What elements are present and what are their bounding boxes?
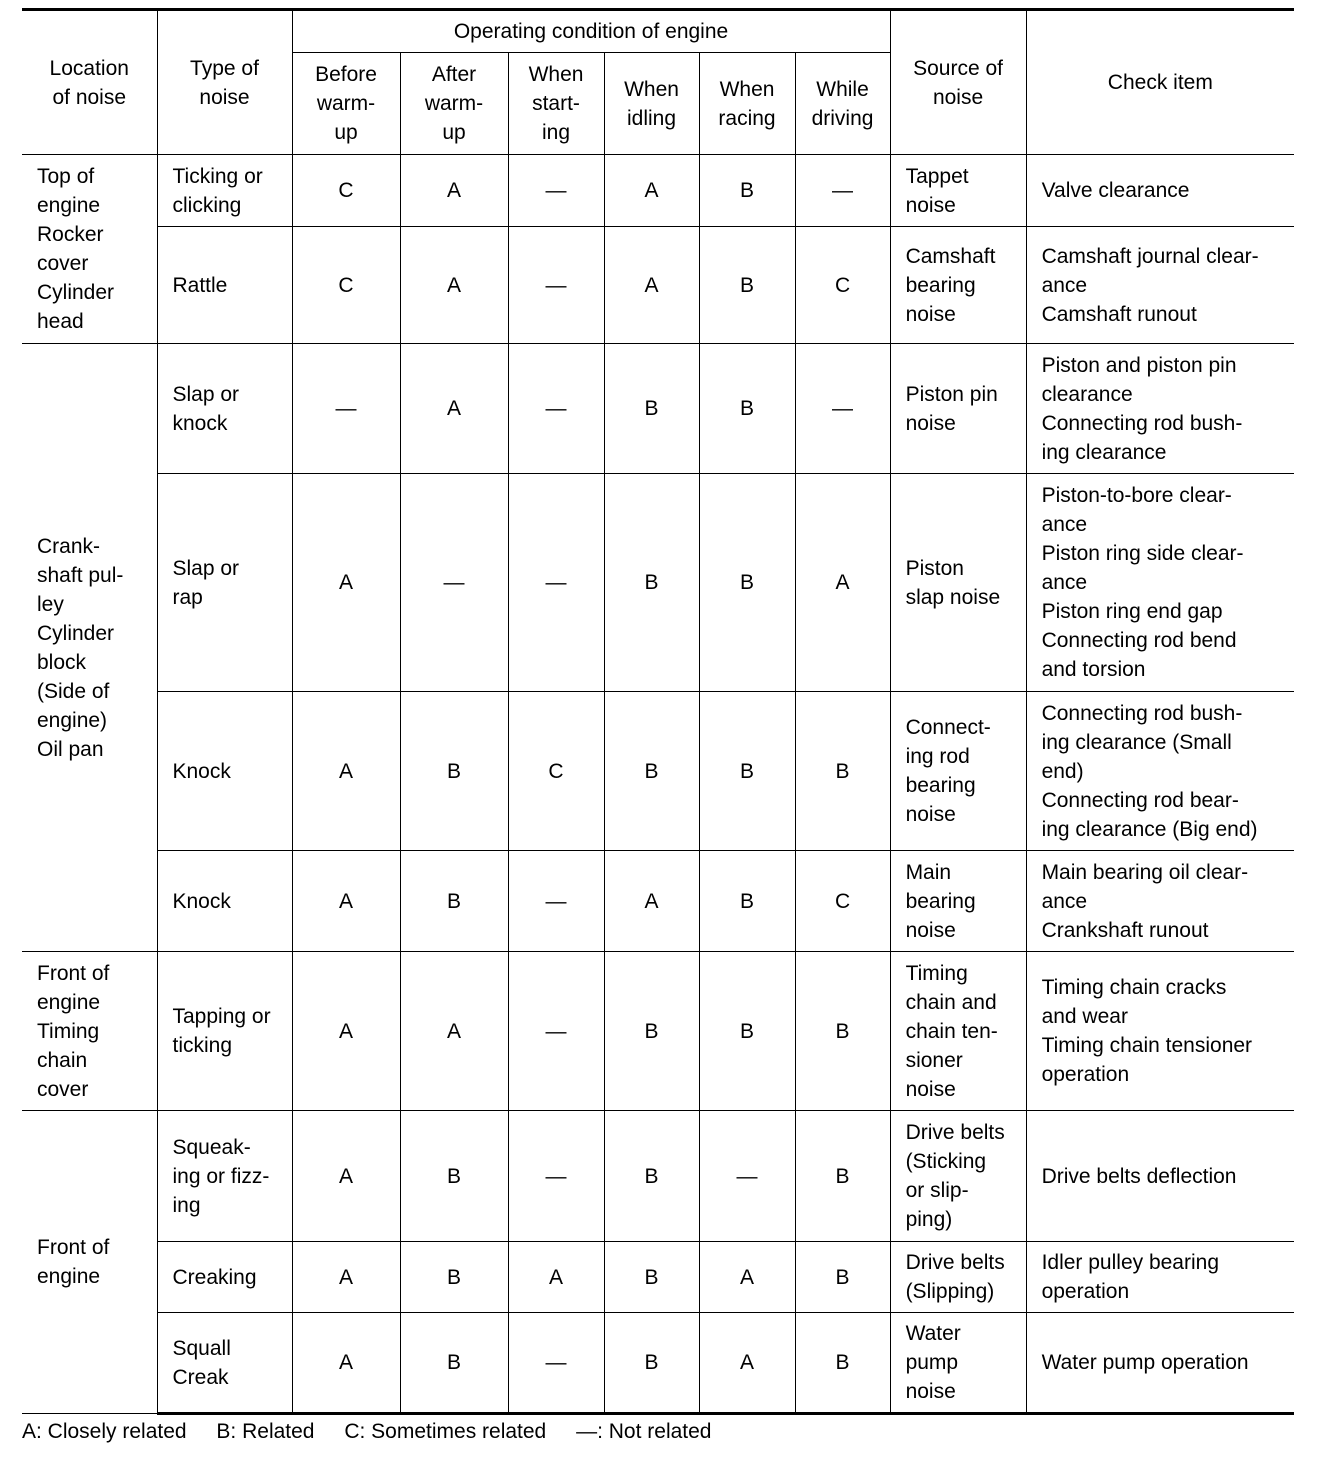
text-line: Knock: [172, 759, 231, 783]
text-line: noise: [905, 918, 956, 942]
condition-cell: B: [400, 692, 508, 851]
condition-cell: A: [400, 344, 508, 474]
condition-cell: B: [699, 851, 795, 952]
text-line: Squall: [172, 1336, 231, 1360]
check-item-cell: [1026, 344, 1294, 474]
text-line: Piston pin: [905, 382, 998, 406]
text-line: Squeak-: [172, 1135, 251, 1159]
location-cell: [22, 344, 157, 952]
text-line: ticking: [172, 1034, 233, 1057]
text-line: Connecting rod bend: [1041, 629, 1237, 652]
condition-cell: B: [699, 155, 795, 227]
text-line: Rocker: [37, 223, 104, 246]
text-line: Connecting rod bush-: [1041, 411, 1243, 435]
text-line: engine): [37, 708, 108, 732]
text-line: When: [719, 77, 775, 101]
text-line: noise: [905, 803, 956, 826]
condition-cell: A: [508, 1242, 604, 1313]
noise-source-cell: [890, 851, 1026, 952]
text-line: (Sticking: [905, 1150, 987, 1173]
text-line: ing clearance (Big end): [1041, 817, 1258, 841]
text-line: Camshaft runout: [1041, 302, 1197, 326]
text-line: Top of: [37, 165, 95, 188]
text-line: noise: [905, 193, 956, 217]
text-line: Cylinder: [37, 621, 115, 645]
text-line: up: [334, 121, 358, 144]
text-line: and wear: [1041, 1005, 1128, 1028]
text-line: Piston: [905, 556, 964, 580]
text-line: clicking: [172, 193, 242, 217]
condition-cell: A: [604, 155, 699, 227]
text-line: chain ten-: [905, 1019, 998, 1043]
noise-source-cell: [890, 155, 1026, 227]
condition-cell: B: [604, 1313, 699, 1414]
text-line: ing clearance: [1041, 440, 1167, 464]
text-line: engine: [37, 1265, 101, 1288]
text-line: Tappet: [905, 164, 969, 188]
noise-source-cell: [890, 227, 1026, 344]
check-item-cell: [1026, 227, 1294, 344]
condition-cell: —: [795, 344, 890, 474]
text-line: Piston ring side clear-: [1041, 542, 1244, 565]
text-line: engine: [37, 194, 101, 217]
text-line: operation: [1041, 1280, 1130, 1303]
condition-cell: C: [795, 227, 890, 344]
noise-type-cell: [157, 692, 292, 851]
noise-source-cell: [890, 692, 1026, 851]
text-line: ance: [1041, 889, 1088, 913]
text-line: ing rod: [905, 745, 970, 768]
text-line: (Slipping): [905, 1280, 995, 1303]
condition-cell: B: [699, 692, 795, 851]
text-line: noise: [905, 1380, 956, 1403]
text-line: cover: [37, 252, 89, 275]
text-line: Connecting rod bear-: [1041, 788, 1239, 812]
legend-item: A: Closely related: [22, 1420, 187, 1443]
check-item-cell: [1026, 155, 1294, 227]
text-line: ping): [905, 1208, 953, 1231]
text-line: and torsion: [1041, 658, 1146, 681]
legend-item: C: Sometimes related: [344, 1420, 547, 1443]
text-line: Water pump operation: [1041, 1351, 1249, 1374]
condition-cell: B: [795, 1242, 890, 1313]
condition-cell: A: [292, 952, 400, 1111]
text-line: up: [442, 121, 466, 144]
table-row: [22, 1313, 1294, 1414]
noise-type-cell: [157, 1242, 292, 1313]
condition-cell: B: [795, 1313, 890, 1414]
text-line: shaft pul-: [37, 563, 124, 587]
text-line: Oil pan: [37, 737, 104, 761]
condition-cell: B: [604, 1111, 699, 1242]
text-line: ing or fizz-: [172, 1164, 270, 1188]
condition-cell: C: [508, 692, 604, 851]
text-line: Camshaft: [905, 244, 996, 268]
table-row: [22, 227, 1294, 344]
noise-source-cell: [890, 1111, 1026, 1242]
text-line: Connecting rod bush-: [1041, 701, 1243, 725]
text-line: operation: [1041, 1063, 1130, 1086]
header-operating-condition: Operating condition of engine: [292, 10, 890, 53]
table-row: [22, 692, 1294, 851]
text-line: Main bearing oil clear-: [1041, 860, 1249, 884]
condition-cell: A: [400, 155, 508, 227]
condition-cell: —: [508, 952, 604, 1111]
condition-cell: A: [292, 1111, 400, 1242]
condition-cell: A: [400, 952, 508, 1111]
text-line: chain and: [905, 990, 997, 1014]
condition-cell: C: [292, 227, 400, 344]
text-line: ing: [172, 1193, 201, 1217]
text-line: noise: [932, 85, 984, 109]
condition-cell: —: [795, 155, 890, 227]
condition-cell: B: [699, 952, 795, 1111]
check-item-cell: [1026, 1313, 1294, 1414]
noise-source-cell: [890, 474, 1026, 692]
text-line: racing: [718, 106, 776, 130]
condition-cell: B: [699, 227, 795, 344]
table-body: [22, 155, 1294, 1414]
text-line: Camshaft journal clear-: [1041, 244, 1259, 268]
header-condition: [699, 53, 795, 155]
text-line: Rattle: [172, 273, 228, 297]
text-line: rap: [172, 585, 203, 609]
text-line: slap noise: [905, 585, 1001, 609]
text-line: noise: [905, 302, 956, 326]
text-line: Idler pulley bearing: [1041, 1251, 1220, 1274]
noise-type-cell: [157, 155, 292, 227]
text-line: Source of: [913, 56, 1003, 80]
text-line: Piston and piston pin: [1041, 353, 1237, 377]
noise-type-cell: [157, 1111, 292, 1242]
condition-cell: A: [292, 692, 400, 851]
header-check-item: [1026, 10, 1294, 155]
table-row: [22, 474, 1294, 692]
text-line: When: [624, 77, 679, 101]
noise-source-cell: [890, 1313, 1026, 1414]
legend-item: —: Not related: [576, 1420, 712, 1443]
engine-noise-table: [22, 8, 1294, 1415]
check-item-cell: [1026, 474, 1294, 692]
text-line: Slap or: [172, 382, 240, 406]
check-item-cell: [1026, 851, 1294, 952]
text-line: ance: [1041, 273, 1088, 297]
condition-cell: B: [604, 344, 699, 474]
text-line: idling: [626, 106, 677, 130]
text-line: Location: [49, 56, 129, 80]
condition-cell: B: [604, 952, 699, 1111]
text-line: block: [37, 650, 87, 674]
header-condition: [604, 53, 699, 155]
condition-cell: B: [400, 851, 508, 952]
condition-cell: C: [795, 851, 890, 952]
text-line: Water: [905, 1322, 961, 1345]
condition-cell: —: [508, 1111, 604, 1242]
condition-cell: A: [292, 1242, 400, 1313]
text-line: Front of: [37, 961, 110, 985]
condition-cell: B: [604, 474, 699, 692]
header-type: [157, 10, 292, 155]
condition-cell: —: [508, 474, 604, 692]
text-line: bearing: [905, 889, 976, 913]
table-row: [22, 1111, 1294, 1242]
text-line: ing clearance (Small: [1041, 730, 1232, 754]
condition-cell: A: [400, 227, 508, 344]
text-line: sioner: [905, 1048, 963, 1072]
text-line: warm-: [424, 92, 484, 115]
condition-cell: A: [604, 851, 699, 952]
table-row: [22, 155, 1294, 227]
text-line: ley: [37, 592, 64, 616]
text-line: Creak: [172, 1365, 229, 1389]
text-line: Crankshaft runout: [1041, 918, 1209, 942]
header-source: [890, 10, 1026, 155]
text-line: Crank-: [37, 534, 101, 558]
noise-type-cell: [157, 1313, 292, 1414]
condition-cell: —: [508, 344, 604, 474]
condition-cell: B: [604, 692, 699, 851]
table-row: [22, 851, 1294, 952]
text-line: head: [37, 310, 84, 333]
text-line: knock: [172, 411, 228, 435]
condition-cell: —: [292, 344, 400, 474]
condition-cell: —: [699, 1111, 795, 1242]
condition-cell: C: [292, 155, 400, 227]
condition-cell: —: [508, 1313, 604, 1414]
noise-source-cell: [890, 344, 1026, 474]
text-line: warm-: [316, 92, 376, 115]
condition-cell: B: [400, 1313, 508, 1414]
text-line: Creaking: [172, 1265, 257, 1289]
text-line: Before: [315, 63, 377, 86]
text-line: noise: [905, 1077, 956, 1101]
noise-source-cell: [890, 1242, 1026, 1313]
text-line: clearance: [1041, 382, 1133, 406]
noise-type-cell: [157, 851, 292, 952]
condition-cell: B: [400, 1242, 508, 1313]
condition-cell: A: [292, 474, 400, 692]
condition-cell: B: [795, 952, 890, 1111]
condition-cell: B: [400, 1111, 508, 1242]
text-line: of noise: [52, 85, 127, 109]
text-line: When: [528, 63, 584, 86]
condition-cell: —: [400, 474, 508, 692]
condition-cell: A: [795, 474, 890, 692]
text-line: Knock: [172, 889, 231, 913]
condition-cell: A: [292, 851, 400, 952]
text-line: noise: [905, 411, 956, 435]
check-item-cell: [1026, 952, 1294, 1111]
condition-cell: A: [292, 1313, 400, 1414]
location-cell: [22, 155, 157, 344]
text-line: Connect-: [905, 716, 991, 739]
text-line: or slip-: [905, 1179, 969, 1202]
condition-cell: B: [699, 344, 795, 474]
text-line: pump: [905, 1351, 959, 1374]
text-line: Drive belts deflection: [1041, 1164, 1237, 1188]
text-line: Slap or: [172, 556, 240, 580]
location-cell: [22, 1111, 157, 1414]
header-condition: [508, 53, 604, 155]
text-line: After: [431, 63, 477, 86]
condition-cell: —: [508, 851, 604, 952]
header-condition: [292, 53, 400, 155]
text-line: driving: [811, 106, 874, 130]
text-line: Drive belts: [905, 1251, 1005, 1274]
condition-cell: B: [699, 474, 795, 692]
header-location: [22, 10, 157, 155]
condition-cell: A: [699, 1313, 795, 1414]
noise-type-cell: [157, 344, 292, 474]
text-line: Timing chain tensioner: [1041, 1034, 1253, 1057]
header-condition: [795, 53, 890, 155]
condition-cell: A: [604, 227, 699, 344]
text-line: Cylinder: [37, 281, 115, 304]
text-line: Piston ring end gap: [1041, 600, 1223, 623]
text-line: Main: [905, 860, 952, 884]
condition-cell: B: [604, 1242, 699, 1313]
condition-cell: —: [508, 227, 604, 344]
text-line: bearing: [905, 774, 976, 797]
text-line: Timing: [37, 1019, 100, 1043]
text-line: Front of: [37, 1236, 110, 1259]
check-item-cell: [1026, 692, 1294, 851]
text-line: ing: [541, 121, 571, 144]
text-line: Timing: [905, 961, 968, 985]
condition-cell: A: [699, 1242, 795, 1313]
text-line: While: [816, 77, 869, 101]
text-line: noise: [199, 85, 250, 109]
condition-cell: —: [508, 155, 604, 227]
text-line: bearing: [905, 273, 976, 297]
text-line: Type of: [190, 56, 259, 80]
noise-type-cell: [157, 474, 292, 692]
table-row: [22, 952, 1294, 1111]
check-item-cell: [1026, 1242, 1294, 1313]
text-line: ance: [1041, 571, 1088, 594]
condition-cell: B: [795, 1111, 890, 1242]
text-line: start-: [532, 92, 580, 115]
text-line: Valve clearance: [1041, 179, 1190, 202]
text-line: end): [1041, 759, 1084, 783]
location-cell: [22, 952, 157, 1111]
noise-source-cell: [890, 952, 1026, 1111]
condition-cell: B: [795, 692, 890, 851]
text-line: cover: [37, 1077, 89, 1101]
text-line: Tapping or: [172, 1005, 271, 1028]
legend-item: B: Related: [216, 1420, 315, 1443]
check-item-cell: [1026, 1111, 1294, 1242]
text-line: Check item: [1107, 71, 1213, 94]
noise-type-cell: [157, 227, 292, 344]
text-line: engine: [37, 990, 101, 1014]
text-line: (Side of: [37, 679, 110, 703]
noise-type-cell: [157, 952, 292, 1111]
text-line: chain: [37, 1048, 88, 1072]
table-row: [22, 1242, 1294, 1313]
text-line: Piston-to-bore clear-: [1041, 484, 1232, 507]
table-row: [22, 344, 1294, 474]
header-condition: [400, 53, 508, 155]
text-line: Ticking or: [172, 164, 263, 188]
legend: [22, 1419, 736, 1445]
text-line: Timing chain cracks: [1041, 976, 1227, 999]
text-line: ance: [1041, 513, 1088, 536]
text-line: Drive belts: [905, 1121, 1005, 1144]
